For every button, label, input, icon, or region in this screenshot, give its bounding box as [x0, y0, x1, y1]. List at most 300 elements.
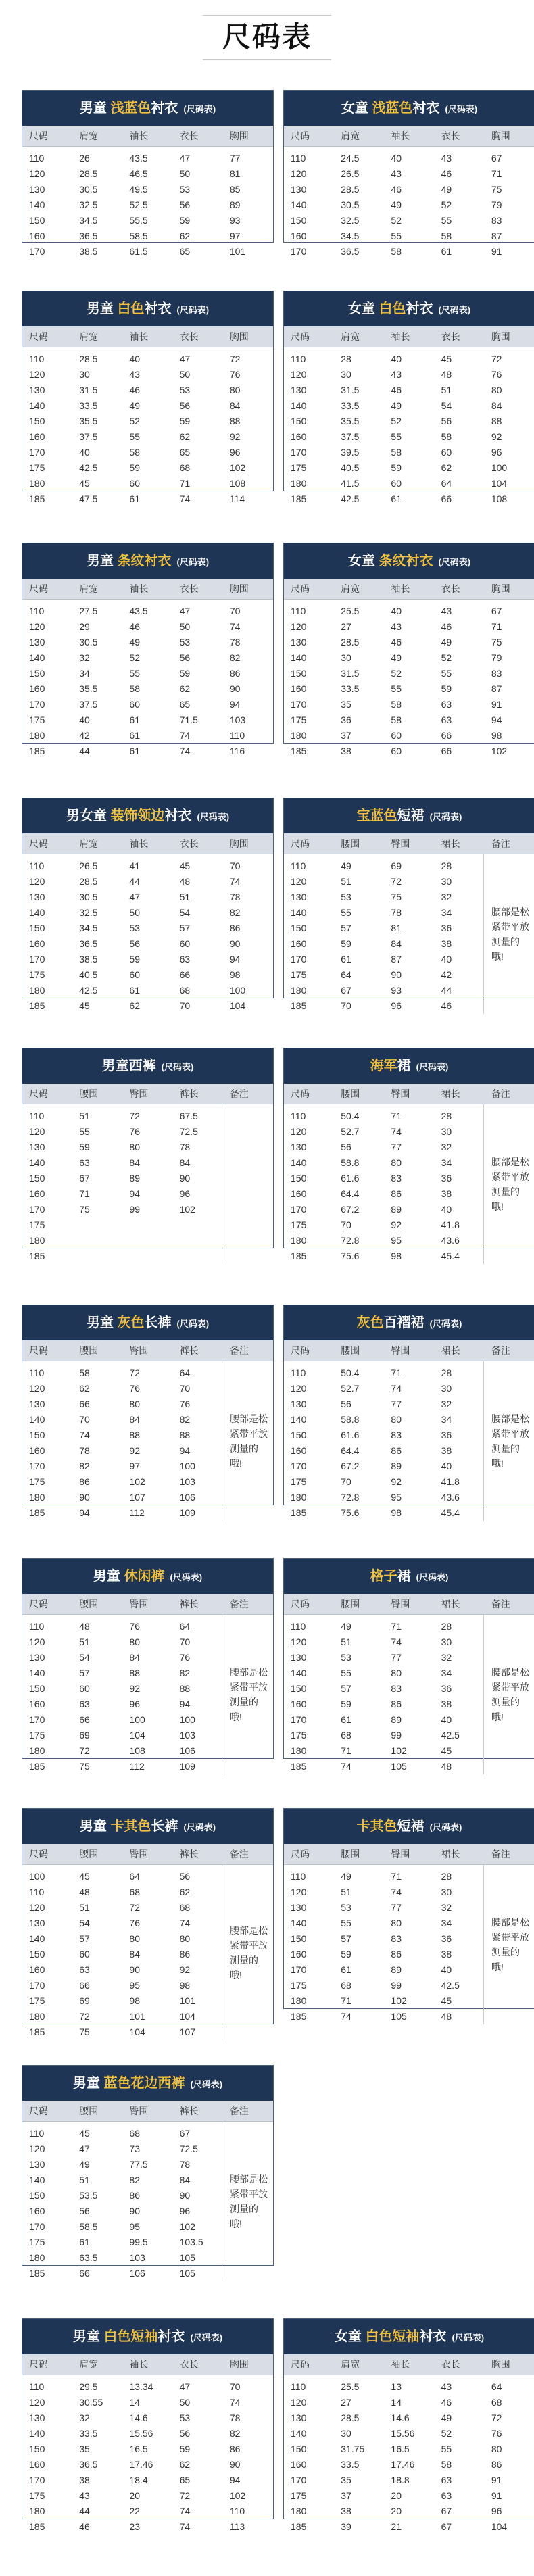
table-cell: 80 — [491, 385, 502, 395]
table-cell: 88 — [129, 1430, 140, 1440]
table-cell: 94 — [491, 714, 502, 725]
table-cell: 74 — [179, 730, 191, 741]
table-cell: 104 — [179, 2011, 195, 2022]
table-cell: 41.8 — [441, 1219, 460, 1230]
table-row — [284, 666, 534, 681]
column-header: 尺码 — [291, 583, 310, 594]
table-cell: 130 — [29, 892, 45, 902]
card-title-highlight: 条纹衬衣 — [117, 554, 172, 568]
table-cell: 53 — [341, 1902, 351, 1913]
card-header — [284, 1305, 534, 1340]
table-cell: 86 — [229, 923, 241, 933]
table-cell: 27 — [341, 2397, 351, 2408]
card-body — [22, 600, 273, 759]
table-row — [22, 967, 273, 983]
table-cell: 96 — [491, 2506, 502, 2517]
table-cell: 140 — [29, 907, 45, 918]
table-cell: 96 — [179, 2206, 191, 2216]
card-body — [284, 1361, 534, 1521]
table-cell: 58 — [391, 447, 402, 458]
table-cell: 28.5 — [341, 184, 360, 195]
table-cell: 175 — [291, 1980, 307, 1991]
table-cell: 43 — [391, 621, 402, 632]
card-header — [284, 291, 534, 326]
column-header-row — [22, 1084, 273, 1104]
table-cell: 65 — [179, 246, 191, 257]
table-cell: 150 — [29, 923, 45, 933]
table-cell: 120 — [291, 1126, 307, 1137]
table-cell: 80 — [129, 1636, 140, 1647]
table-cell: 60 — [79, 1683, 90, 1694]
table-cell: 51 — [79, 2174, 90, 2185]
column-header: 尺码 — [291, 838, 310, 849]
table-cell: 82 — [129, 2174, 140, 2185]
table-cell: 97 — [229, 230, 241, 241]
card-title-prefix: 男童 — [72, 2076, 104, 2091]
table-cell: 100 — [129, 1714, 145, 1725]
table-row — [284, 398, 534, 414]
table-cell: 34 — [441, 1918, 452, 1928]
table-cell: 150 — [29, 2190, 45, 2201]
table-cell: 90 — [129, 2206, 140, 2216]
column-header: 备注 — [229, 1599, 249, 1609]
card-header — [284, 1559, 534, 1594]
table-cell: 30.5 — [79, 184, 98, 195]
table-cell: 46 — [79, 2521, 90, 2532]
table-cell: 74 — [391, 1887, 402, 1897]
table-cell: 20 — [129, 2490, 140, 2501]
card-body — [22, 854, 273, 1014]
table-cell: 100 — [229, 985, 246, 996]
table-cell: 60 — [79, 1949, 90, 1960]
table-cell: 43 — [79, 2490, 90, 2501]
table-row — [284, 166, 534, 182]
table-cell: 80 — [491, 2444, 502, 2454]
card-title-prefix: 女童 — [334, 2329, 366, 2344]
table-cell: 110 — [291, 860, 306, 871]
remark-text: 腰部是松紧带平放测量的哦! — [230, 1413, 268, 1469]
table-cell: 140 — [29, 2428, 45, 2439]
table-cell: 140 — [291, 652, 307, 663]
table-cell: 48 — [441, 2011, 452, 2022]
table-cell: 82 — [79, 1461, 90, 1472]
table-cell: 102 — [391, 1995, 407, 2006]
table-cell: 35.5 — [79, 683, 98, 694]
table-cell: 160 — [291, 1445, 307, 1456]
card-header — [284, 543, 534, 579]
table-cell: 45.4 — [441, 1250, 460, 1261]
remark-text: 腰部是松紧带平放测量的哦! — [230, 2174, 268, 2229]
table-cell: 46 — [441, 621, 452, 632]
table-cell: 31.75 — [341, 2444, 365, 2454]
table-row — [22, 460, 273, 476]
table-cell: 71 — [491, 621, 502, 632]
card-title-prefix: 男女童 — [66, 808, 111, 823]
card-title-highlight: 白色 — [379, 301, 406, 316]
column-header: 胸围 — [229, 331, 249, 342]
table-cell: 160 — [29, 683, 45, 694]
column-header-row — [22, 579, 273, 600]
table-cell: 30 — [441, 1126, 452, 1137]
table-cell: 92 — [491, 431, 502, 442]
table-cell: 120 — [291, 1887, 307, 1897]
table-cell: 69 — [79, 1730, 90, 1741]
table-cell: 82 — [179, 1668, 191, 1678]
table-cell: 99 — [391, 1730, 402, 1741]
table-cell: 160 — [29, 2459, 45, 2470]
table-cell: 72 — [129, 1111, 140, 1121]
table-cell: 41.5 — [341, 478, 360, 489]
page-title: 尺码表 — [222, 21, 312, 53]
table-cell: 37 — [341, 730, 351, 741]
table-row — [22, 905, 273, 921]
table-cell: 94 — [129, 1188, 140, 1199]
table-row — [22, 476, 273, 491]
column-header: 备注 — [229, 1849, 249, 1860]
table-cell: 40 — [441, 1204, 452, 1215]
column-header: 腰围 — [79, 2106, 99, 2116]
table-cell: 55.5 — [129, 215, 148, 226]
table-cell: 80 — [391, 1414, 402, 1425]
table-cell: 63 — [441, 699, 452, 710]
card-title-prefix: 男童 — [79, 1819, 111, 1834]
table-cell: 32 — [441, 1902, 452, 1913]
column-header: 肩宽 — [79, 838, 99, 849]
table-cell: 130 — [29, 1652, 45, 1663]
table-cell: 54 — [441, 400, 452, 411]
table-cell: 170 — [29, 2221, 45, 2232]
card-body — [22, 1361, 273, 1521]
table-cell: 65 — [179, 699, 191, 710]
card-title-highlight: 卡其色 — [356, 1819, 397, 1834]
table-cell: 71 — [391, 1367, 402, 1378]
table-cell: 80 — [391, 1157, 402, 1168]
table-cell: 70 — [341, 1476, 351, 1487]
card-header — [22, 1048, 273, 1084]
table-cell: 185 — [29, 493, 45, 504]
table-cell: 87 — [491, 683, 502, 694]
table-cell: 63 — [179, 954, 191, 965]
table-cell: 54 — [79, 1918, 90, 1928]
table-cell: 84 — [229, 400, 241, 411]
table-cell: 84 — [129, 1157, 140, 1168]
column-header: 胸围 — [491, 130, 510, 141]
table-cell: 15.56 — [391, 2428, 415, 2439]
table-cell: 120 — [29, 876, 45, 887]
table-cell: 63 — [441, 714, 452, 725]
table-cell: 180 — [291, 985, 307, 996]
table-cell: 106 — [179, 1745, 195, 1756]
table-cell: 59 — [341, 1699, 351, 1709]
table-cell: 43.5 — [129, 606, 148, 616]
column-header: 腰围 — [341, 1088, 360, 1099]
table-cell: 120 — [29, 1636, 45, 1647]
table-cell: 94 — [229, 954, 241, 965]
table-cell: 170 — [29, 246, 45, 257]
table-cell: 46 — [391, 637, 402, 648]
table-cell: 58 — [391, 699, 402, 710]
table-cell: 160 — [29, 1699, 45, 1709]
table-cell: 30 — [341, 2428, 351, 2439]
table-cell: 110 — [29, 860, 45, 871]
table-cell: 96 — [391, 1000, 402, 1011]
table-cell: 87 — [391, 954, 402, 965]
table-cell: 75 — [491, 184, 502, 195]
table-cell: 185 — [291, 1507, 307, 1518]
table-cell: 69 — [391, 860, 402, 871]
table-cell: 36.5 — [79, 230, 98, 241]
table-cell: 81 — [391, 923, 402, 933]
table-cell: 67 — [491, 606, 502, 616]
table-cell: 60 — [129, 969, 140, 980]
table-cell: 47.5 — [79, 493, 98, 504]
table-row — [22, 2395, 273, 2410]
remark-text: 腰部是松紧带平放测量的哦! — [491, 1157, 529, 1212]
column-header-row — [284, 1844, 534, 1865]
column-header: 胸围 — [491, 583, 510, 594]
table-cell: 175 — [291, 969, 307, 980]
table-cell: 150 — [291, 1933, 307, 1944]
table-cell: 86 — [391, 1699, 402, 1709]
table-cell: 140 — [29, 652, 45, 663]
table-cell: 37.5 — [79, 699, 98, 710]
column-header: 尺码 — [29, 331, 48, 342]
table-cell: 41.8 — [441, 1476, 460, 1487]
table-cell: 80 — [391, 1668, 402, 1678]
table-cell: 51 — [79, 1902, 90, 1913]
table-cell: 53 — [179, 184, 191, 195]
table-cell: 85 — [229, 184, 241, 195]
table-cell: 54 — [179, 907, 191, 918]
card-header — [22, 1305, 273, 1340]
table-cell: 86 — [491, 2459, 502, 2470]
table-cell: 89 — [229, 199, 241, 210]
table-cell: 84 — [391, 938, 402, 949]
table-cell: 175 — [291, 2490, 307, 2501]
table-cell: 98 — [391, 1507, 402, 1518]
table-cell: 72.8 — [341, 1235, 360, 1246]
table-cell: 58.5 — [129, 230, 148, 241]
table-cell: 55 — [391, 230, 402, 241]
table-cell: 28.5 — [79, 354, 98, 364]
card-header — [22, 1809, 273, 1844]
column-header: 腰围 — [341, 1599, 360, 1609]
table-cell: 104 — [129, 1730, 145, 1741]
table-cell: 130 — [29, 2159, 45, 2170]
card-title-tag: (尺码表) — [429, 812, 462, 822]
table-cell: 61 — [129, 985, 140, 996]
table-cell: 160 — [291, 1188, 307, 1199]
card-title-prefix: 男童 — [79, 101, 111, 116]
card-title-tag: (尺码表) — [183, 104, 216, 114]
card-title-suffix: 裙 — [397, 1059, 411, 1073]
table-cell: 92 — [129, 1445, 140, 1456]
table-cell: 68 — [129, 2128, 140, 2139]
table-row — [284, 712, 534, 728]
table-cell: 56 — [79, 2206, 90, 2216]
table-cell: 84 — [179, 2174, 191, 2185]
table-cell: 104 — [491, 478, 508, 489]
table-cell: 49 — [341, 1621, 351, 1632]
column-header: 尺码 — [29, 1088, 48, 1099]
table-cell: 51 — [341, 1887, 351, 1897]
table-row — [284, 151, 534, 166]
column-header: 衣长 — [179, 130, 199, 141]
column-header: 腰围 — [341, 838, 360, 849]
table-cell: 53 — [179, 385, 191, 395]
table-cell: 36.5 — [79, 938, 98, 949]
table-cell: 62 — [179, 2459, 191, 2470]
column-header: 备注 — [229, 2106, 249, 2116]
table-cell: 52 — [391, 215, 402, 226]
column-header: 臀围 — [391, 838, 410, 849]
card-header — [22, 2066, 273, 2101]
table-cell: 47 — [79, 2143, 90, 2154]
table-cell: 46 — [441, 1000, 452, 1011]
table-cell: 75 — [79, 2026, 90, 2037]
table-cell: 26 — [79, 153, 90, 164]
table-cell: 82 — [229, 2428, 241, 2439]
column-header: 裤长 — [179, 1849, 199, 1860]
table-cell: 109 — [179, 1507, 195, 1518]
table-cell: 109 — [179, 1761, 195, 1772]
table-cell: 68 — [341, 1730, 351, 1741]
table-cell: 150 — [291, 668, 307, 679]
table-row — [284, 182, 534, 197]
table-cell: 64.4 — [341, 1188, 360, 1199]
column-header: 肩宽 — [79, 2359, 99, 2370]
remark-cell — [483, 1361, 534, 1521]
table-cell: 160 — [29, 1964, 45, 1975]
table-cell: 29.5 — [79, 2381, 98, 2392]
table-cell: 105 — [179, 2268, 195, 2279]
table-cell: 24.5 — [341, 153, 360, 164]
table-cell: 74 — [179, 2521, 191, 2532]
table-cell: 86 — [79, 1476, 90, 1487]
table-cell: 70 — [229, 606, 241, 616]
table-cell: 140 — [291, 907, 307, 918]
table-cell: 66 — [441, 730, 452, 741]
table-cell: 120 — [291, 168, 307, 179]
table-cell: 120 — [29, 1383, 45, 1394]
table-cell: 130 — [291, 1142, 307, 1152]
column-header: 尺码 — [29, 1345, 48, 1356]
table-cell: 60 — [391, 746, 402, 756]
table-cell: 63.5 — [79, 2252, 98, 2263]
table-cell: 110 — [29, 1887, 45, 1897]
table-cell: 74 — [229, 876, 241, 887]
table-cell: 61 — [129, 493, 140, 504]
table-cell: 93 — [229, 215, 241, 226]
table-cell: 103 — [129, 2252, 145, 2263]
column-header: 臀围 — [129, 1599, 149, 1609]
table-cell: 180 — [29, 2506, 45, 2517]
table-row — [22, 697, 273, 712]
table-cell: 110 — [291, 606, 306, 616]
table-cell: 17.46 — [391, 2459, 415, 2470]
table-cell: 43.6 — [441, 1492, 460, 1503]
table-cell: 80 — [129, 1933, 140, 1944]
table-cell: 130 — [29, 2412, 45, 2423]
size-card — [283, 543, 534, 756]
table-cell: 89 — [391, 1714, 402, 1725]
table-cell: 63 — [79, 1964, 90, 1975]
table-cell: 38.5 — [79, 246, 98, 257]
card-header — [22, 798, 273, 833]
table-cell: 36 — [441, 923, 452, 933]
table-cell: 170 — [291, 2475, 307, 2485]
table-cell: 70 — [79, 1414, 90, 1425]
card-body — [284, 2375, 534, 2535]
table-cell: 63 — [79, 1699, 90, 1709]
table-cell: 74 — [179, 493, 191, 504]
table-cell: 26.5 — [341, 168, 360, 179]
table-cell: 61.6 — [341, 1430, 360, 1440]
table-cell: 30 — [441, 876, 452, 887]
table-cell: 27.5 — [79, 606, 98, 616]
table-cell — [122, 1217, 172, 1233]
table-cell: 42 — [79, 730, 90, 741]
table-cell: 86 — [179, 1949, 191, 1960]
column-header: 尺码 — [291, 130, 310, 141]
table-cell: 68 — [129, 1887, 140, 1897]
table-row — [284, 619, 534, 635]
table-cell: 83 — [391, 1173, 402, 1184]
card-title-tag: (尺码表) — [452, 2333, 485, 2343]
table-cell: 100 — [179, 1461, 195, 1472]
table-cell: 68 — [179, 1902, 191, 1913]
table-row — [22, 182, 273, 197]
table-cell: 50.4 — [341, 1111, 360, 1121]
table-cell: 36 — [441, 1430, 452, 1440]
table-cell: 39 — [341, 2521, 351, 2532]
card-title-highlight: 宝蓝色 — [356, 808, 397, 823]
column-header-row — [284, 1084, 534, 1104]
table-cell: 175 — [29, 1995, 45, 2006]
column-header: 肩宽 — [79, 583, 99, 594]
table-row — [22, 744, 273, 759]
table-cell: 103 — [179, 1476, 195, 1487]
table-cell: 130 — [291, 2412, 307, 2423]
table-row — [22, 213, 273, 228]
card-title-suffix: 百褶裙 — [383, 1315, 424, 1330]
table-cell: 47 — [179, 354, 191, 364]
column-header: 尺码 — [29, 583, 48, 594]
table-cell: 175 — [29, 1476, 45, 1487]
table-cell: 57 — [341, 1933, 351, 1944]
table-cell: 49 — [341, 860, 351, 871]
table-row — [22, 2426, 273, 2441]
table-cell: 72 — [79, 2011, 90, 2022]
table-row — [284, 635, 534, 650]
table-cell: 81 — [229, 168, 241, 179]
table-cell: 35 — [79, 2444, 90, 2454]
table-cell: 71 — [341, 1995, 351, 2006]
table-cell: 28 — [441, 1367, 452, 1378]
table-cell: 57 — [79, 1933, 90, 1944]
table-cell: 66 — [179, 969, 191, 980]
table-cell: 62 — [441, 462, 452, 473]
table-cell: 67 — [441, 2506, 452, 2517]
table-cell: 110 — [29, 606, 45, 616]
table-cell: 74 — [391, 1383, 402, 1394]
table-cell: 62 — [179, 431, 191, 442]
table-cell: 130 — [291, 892, 307, 902]
table-cell: 114 — [229, 493, 245, 504]
card-body — [22, 347, 273, 507]
table-cell: 175 — [29, 2490, 45, 2501]
column-header: 臀围 — [391, 1088, 410, 1099]
